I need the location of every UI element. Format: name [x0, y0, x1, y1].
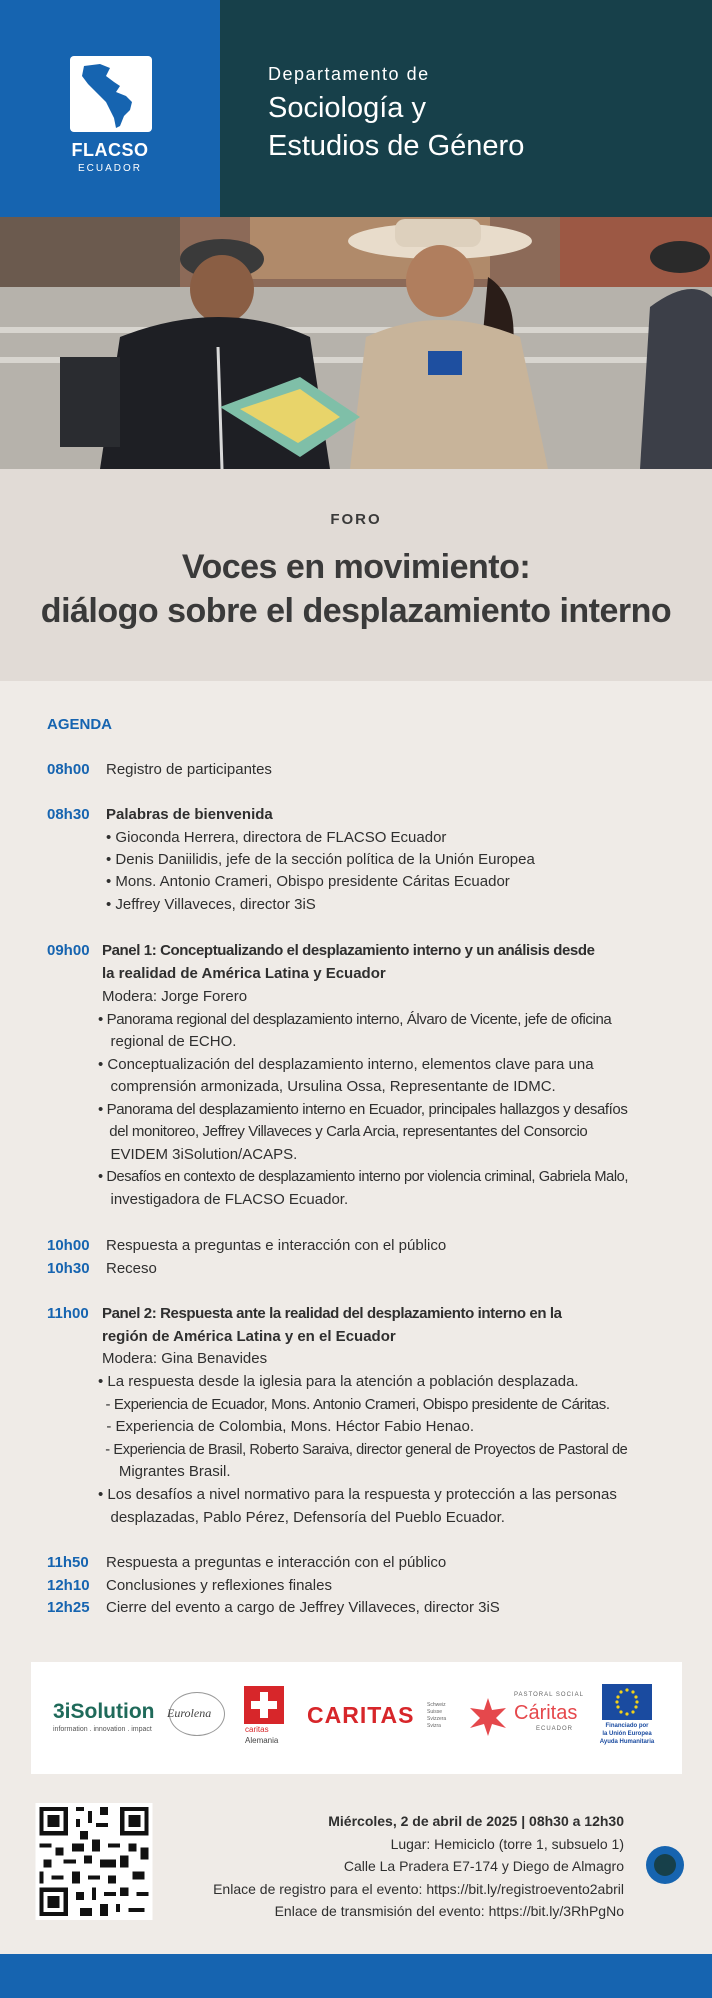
- time-receso: 10h30: [47, 1260, 90, 1277]
- speaker-item: • Mons. Antonio Crameri, Obispo presidente Cáritas Ecuador: [106, 873, 510, 890]
- text-conclusiones: Conclusiones y reflexiones finales: [106, 1577, 332, 1594]
- panel1-line: • Conceptualización del desplazamiento interno, elementos clave para una: [98, 1056, 594, 1073]
- panel1-line: regional de ECHO.: [98, 1033, 237, 1050]
- text-cierre: Cierre del evento a cargo de Jeffrey Villaveces, director 3iS: [106, 1599, 500, 1616]
- panel2-title-line1: Panel 2: Respuesta ante la realidad del desplazamiento interno en la: [102, 1305, 562, 1322]
- event-address: Calle La Pradera E7-174 y Diego de Almagro: [343, 1858, 624, 1874]
- panel1-moderator: Modera: Jorge Forero: [102, 988, 248, 1005]
- eu-line2: la Unión Europea: [602, 1731, 652, 1737]
- eu-line3: Ayuda Humanitaria: [599, 1739, 655, 1745]
- title-bienvenida: Palabras de bienvenida: [106, 806, 273, 823]
- qr-code[interactable]: [35, 1803, 153, 1920]
- panel2-line: Migrantes Brasil.: [98, 1463, 231, 1480]
- time-bienvenida: 08h30: [47, 806, 90, 823]
- americas-map-icon: [70, 56, 152, 132]
- panel2-line: • Los desafíos a nivel normativo para la respuesta y protección a las personas: [98, 1486, 617, 1503]
- logo-3isolution-tagline: information . innovation . impact: [53, 1726, 152, 1733]
- logo-caritas-country: Alemania: [245, 1736, 279, 1745]
- logo-3isolution: 3iSolution: [53, 1700, 155, 1723]
- panel2-line: - Experiencia de Colombia, Mons. Héctor Fabio Henao.: [98, 1418, 475, 1435]
- dept-name-line1: Sociología y: [268, 92, 426, 124]
- logo-caritas-big: CARITAS: [307, 1702, 415, 1728]
- event-title-line1: Voces en movimiento:: [181, 548, 531, 586]
- panel1-title-line2: la realidad de América Latina y Ecuador: [102, 965, 386, 982]
- decorative-dot-icon: [646, 1846, 684, 1884]
- logo-country: ECUADOR: [77, 163, 142, 174]
- logo-pastoral-social: PASTORAL SOCIAL: [514, 1692, 584, 1698]
- text-registro: Registro de participantes: [106, 761, 272, 778]
- time-preguntas2: 11h50: [47, 1554, 89, 1571]
- header-logo-panel: [0, 0, 220, 217]
- event-date-time: Miércoles, 2 de abril de 2025 | 08h30 a 12h30: [328, 1813, 624, 1829]
- agenda-heading: AGENDA: [47, 716, 113, 733]
- logo-caritas-ecuador-country: ECUADOR: [536, 1726, 574, 1732]
- logo-caritas-ecuador: Cáritas: [514, 1702, 578, 1724]
- event-place: Lugar: Hemiciclo (torre 1, subsuelo 1): [390, 1836, 624, 1852]
- panel1-line: • Desafíos en contexto de desplazamiento interno por violencia criminal, Gabriela Malo,: [98, 1169, 629, 1185]
- panel1-line: investigadora de FLACSO Ecuador.: [98, 1191, 349, 1208]
- caritas-cross-icon: [244, 1686, 284, 1724]
- panel1-title-line1: Panel 1: Conceptualizando el desplazamiento interno y un análisis desde: [102, 942, 595, 959]
- panel1-line: EVIDEM 3iSolution/ACAPS.: [98, 1146, 298, 1163]
- panel2-moderator: Modera: Gina Benavides: [102, 1350, 268, 1367]
- panel1-line: comprensión armonizada, Ursulina Ossa, Representante de IDMC.: [98, 1078, 556, 1095]
- logo-eurolena: Eurolena: [167, 1706, 212, 1720]
- event-kind: FORO: [330, 511, 382, 528]
- event-title-line2: diálogo sobre el desplazamiento interno: [40, 592, 672, 630]
- speaker-item: • Gioconda Herrera, directora de FLACSO Ecuador: [106, 829, 447, 846]
- time-panel1: 09h00: [47, 942, 90, 959]
- event-photo: [0, 217, 712, 469]
- panel2-line: - Experiencia de Ecuador, Mons. Antonio Crameri, Obispo presidente de Cáritas.: [98, 1396, 610, 1413]
- logo-caritas-small: caritas: [245, 1725, 269, 1734]
- panel2-line: - Experiencia de Brasil, Roberto Saraiva, director general de Proyectos de Pastoral de: [98, 1442, 628, 1458]
- time-registro: 08h00: [47, 761, 90, 778]
- text-receso: Receso: [106, 1260, 157, 1277]
- panel1-line: • Panorama del desplazamiento interno en Ecuador, principales hallazgos y desafíos: [98, 1101, 628, 1118]
- text-preguntas1: Respuesta a preguntas e interacción con el público: [106, 1237, 447, 1254]
- partner-logos: [31, 1662, 682, 1774]
- time-panel2: 11h00: [47, 1305, 89, 1322]
- panel2-line: desplazadas, Pablo Pérez, Defensoría del Pueblo Ecuador.: [98, 1509, 505, 1526]
- time-conclusiones: 12h10: [47, 1577, 90, 1594]
- time-preguntas1: 10h00: [47, 1237, 90, 1254]
- logo-caritas-big-sub: Schweiz Suisse Svizzera Svizra: [427, 1702, 447, 1729]
- caritas-flame-cross-icon: [466, 1696, 510, 1738]
- stream-link[interactable]: Enlace de transmisión del evento: https://bit.ly/3RhPgNo: [274, 1903, 624, 1919]
- eu-line1: Financiado por: [605, 1723, 649, 1729]
- speaker-item: • Jeffrey Villaveces, director 3iS: [106, 896, 316, 913]
- bottom-bar: [0, 1954, 712, 1998]
- time-cierre: 12h25: [47, 1599, 90, 1616]
- panel2-line: • La respuesta desde la iglesia para la atención a población desplazada.: [98, 1373, 579, 1390]
- panel1-line: del monitoreo, Jeffrey Villaveces y Carla Arcia, representantes del Consorcio: [98, 1123, 588, 1140]
- logo-name: FLACSO: [71, 140, 149, 160]
- panel2-title-line2: región de América Latina y en el Ecuador: [102, 1328, 396, 1345]
- eu-flag-icon: [602, 1684, 652, 1720]
- panel1-line: • Panorama regional del desplazamiento interno, Álvaro de Vicente, jefe de oficina: [98, 1011, 612, 1028]
- text-preguntas2: Respuesta a preguntas e interacción con el público: [106, 1554, 447, 1571]
- speaker-item: • Denis Daniilidis, jefe de la sección política de la Unión Europea: [106, 851, 535, 868]
- header: [0, 0, 712, 217]
- dept-prefix: Departamento de: [268, 64, 430, 84]
- dept-name-line2: Estudios de Género: [268, 130, 525, 162]
- registration-link[interactable]: Enlace de registro para el evento: https://bit.ly/registroevento2abril: [213, 1881, 624, 1897]
